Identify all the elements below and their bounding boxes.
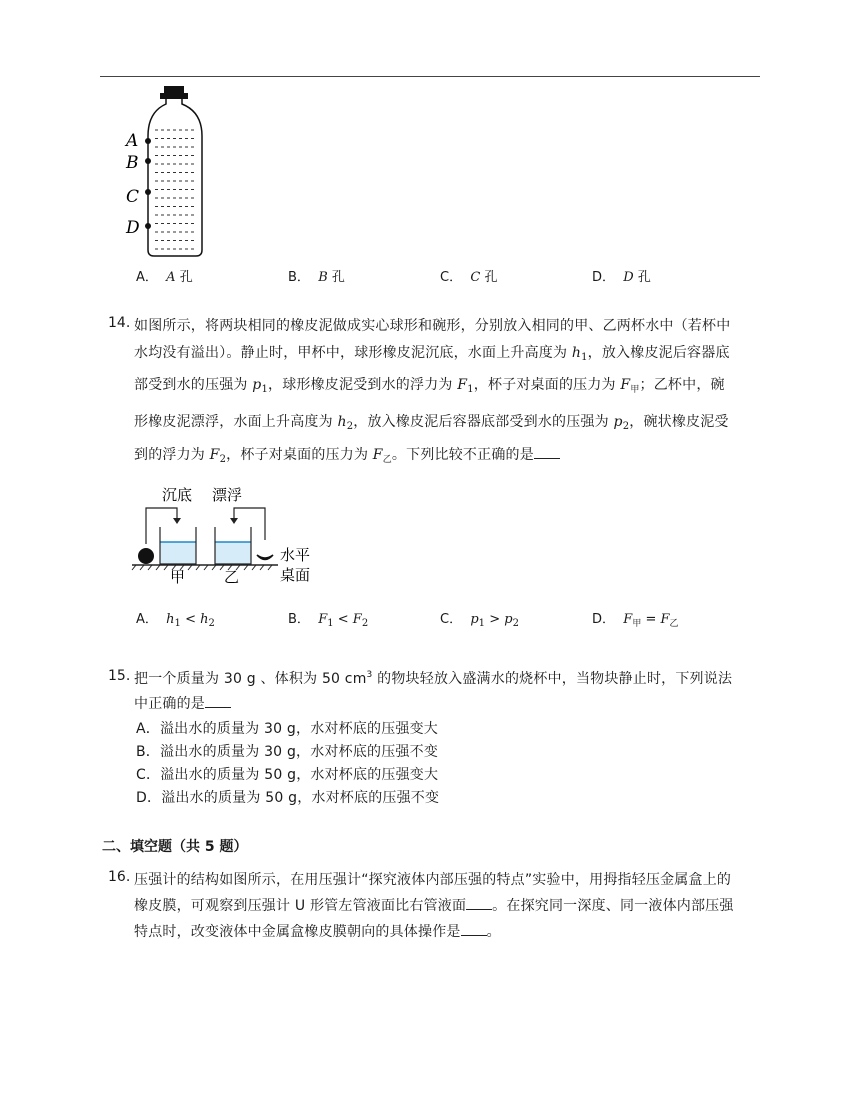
q14-option-d[interactable]: D． $F_甲 = F_乙$ <box>592 612 679 629</box>
q16-line-1: 压强计的结构如图所示，在用压强计“探究液体内部压强的特点”实验中，用拇指轻压金属盒上的 <box>134 872 732 888</box>
q14-option-c[interactable]: C． $p_1 > p_2$ <box>440 612 519 629</box>
q13-option-a[interactable]: A． A 孔 <box>136 270 193 285</box>
q14-option-a[interactable]: A． $h_1 < h_2$ <box>136 612 215 629</box>
q14-line-1: 如图所示，将两块相同的橡皮泥做成实心球形和碗形，分别放入相同的甲、乙两杯水中（若杯中 <box>134 318 731 334</box>
q15-option-c[interactable]: C．溢出水的质量为 50 g，水对杯底的压强变大 <box>136 767 439 783</box>
q16-number: 16. <box>108 869 131 885</box>
ball-clay <box>138 548 154 564</box>
cups-figure <box>130 482 320 584</box>
answer-blank[interactable] <box>205 695 231 708</box>
q14-option-b[interactable]: B． $F_1 < F_2$ <box>288 612 369 629</box>
cup1-label: 甲 <box>170 568 186 584</box>
q13-option-c[interactable]: C． C 孔 <box>440 270 498 285</box>
bowl-clay <box>257 555 273 560</box>
q16-line-2: 橡皮膜，可观察到压强计 U 形管左管液面比右管液面 。在探究同一深度、同一液体内部压强 <box>134 898 734 914</box>
cup2-label: 乙 <box>224 568 240 584</box>
sink-label: 沉底 <box>162 486 193 504</box>
label-a: A <box>126 131 139 151</box>
q15-option-d[interactable]: D．溢出水的质量为 50 g，水对杯底的压强不变 <box>136 790 440 806</box>
answer-blank[interactable] <box>534 446 560 459</box>
q13-option-d[interactable]: D． D 孔 <box>592 270 651 285</box>
q14-line-2: 水均没有溢出）。静止时，甲杯中，球形橡皮泥沉底，水面上升高度为 $h_1$，放入橡皮泥后容器底 <box>134 345 730 363</box>
q15-option-a[interactable]: A．溢出水的质量为 30 g，水对杯底的压强变大 <box>136 721 438 737</box>
q15-option-b[interactable]: B．溢出水的质量为 30 g，水对杯底的压强不变 <box>136 744 439 760</box>
q13-option-b[interactable]: B． B 孔 <box>288 270 345 285</box>
label-d: D <box>126 218 140 238</box>
q14-number: 14. <box>108 315 131 331</box>
q16-line-3: 特点时，改变液体中金属盒橡皮膜朝向的具体操作是 。 <box>134 924 501 940</box>
answer-blank[interactable] <box>461 923 487 936</box>
answer-blank[interactable] <box>466 897 492 910</box>
label-b: B <box>126 153 139 173</box>
table-label-1: 水平 <box>280 546 311 564</box>
q15-line-1: 把一个质量为 30 g 、体积为 50 $cm^3$ 的物块轻放入盛满水的烧杯中，当物块静止时，下列说法 <box>134 670 733 687</box>
q15-line-2: 中正确的是 <box>134 693 231 713</box>
header-rule <box>100 76 760 77</box>
table-label-2: 桌面 <box>280 566 311 584</box>
label-c: C <box>126 187 140 207</box>
q14-line-5: 到的浮力为 $F_2$，杯子对桌面的压力为 $F_乙$。下列比较不正确的是 <box>134 444 560 465</box>
q14-line-3: 部受到水的压强为 $p_1$，球形橡皮泥受到水的浮力为 $F_1$，杯子对桌面的压力为 $F_甲$；乙杯中，碗 <box>134 377 725 395</box>
float-label: 漂浮 <box>212 486 243 504</box>
q14-line-4: 形橡皮泥漂浮，水面上升高度为 $h_2$，放入橡皮泥后容器底部受到水的压强为 $p_2$，碗状橡皮泥受 <box>134 414 729 432</box>
bottle-figure <box>120 82 210 262</box>
section-title: 二、填空题（共 5 题） <box>102 839 248 855</box>
q15-number: 15. <box>108 668 131 684</box>
